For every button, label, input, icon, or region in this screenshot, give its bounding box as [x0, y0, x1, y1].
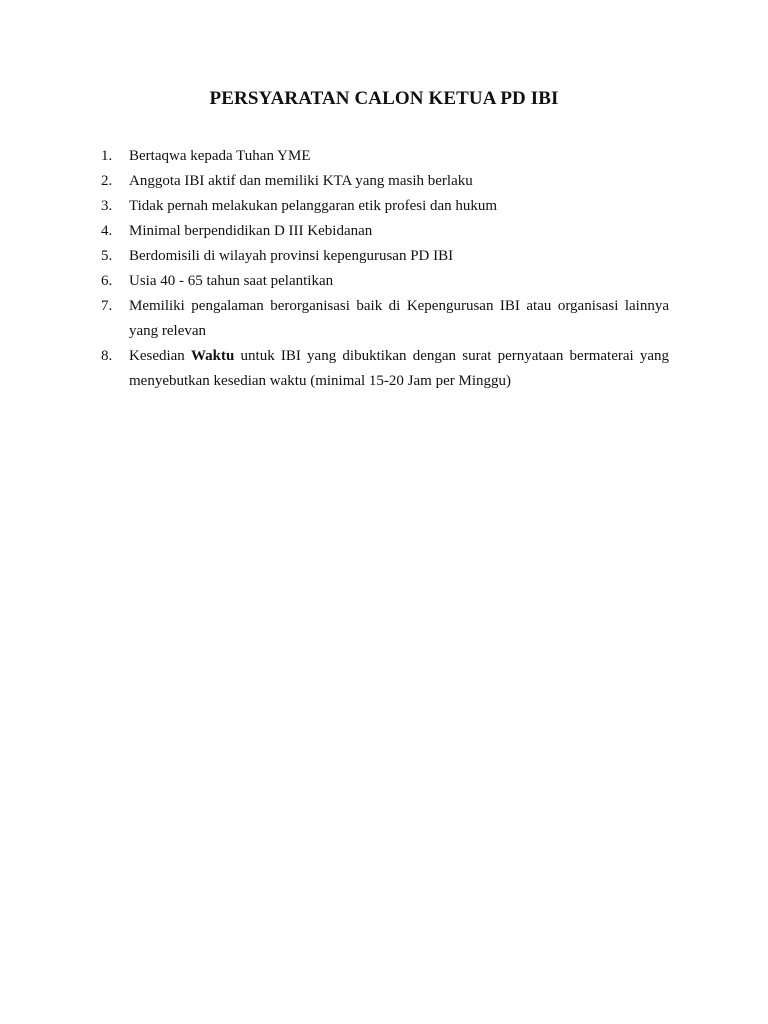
requirement-item	[101, 144, 669, 169]
requirement-text: Anggota IBI aktif dan memiliki KTA yang masih berlaku	[129, 173, 473, 189]
requirement-item	[101, 344, 669, 394]
requirement-number: 7.	[101, 298, 113, 314]
requirement-text-bold: Waktu	[191, 348, 235, 364]
requirement-item	[101, 219, 669, 244]
requirement-text: Tidak pernah melakukan pelanggaran etik profesi dan hukum	[129, 198, 498, 214]
requirement-text-after: untuk IBI yang dibuktikan dengan surat pernyataan bermaterai yang menyebutkan kesedian waktu (minimal 15-20 Jam per Minggu)	[129, 348, 670, 389]
requirement-number: 6.	[101, 273, 113, 289]
requirement-item	[101, 294, 669, 344]
requirement-item	[101, 244, 669, 269]
requirement-number: 4.	[101, 223, 113, 239]
requirement-number: 2.	[101, 173, 113, 189]
requirement-text	[129, 344, 669, 394]
requirement-text: Memiliki pengalaman berorganisasi baik di Kepengurusan IBI atau organisasi lainnya yang relevan	[129, 298, 669, 339]
requirement-item	[101, 269, 669, 294]
requirement-text-before: Kesedian	[129, 348, 191, 364]
requirement-text: Minimal berpendidikan D III Kebidanan	[129, 223, 373, 239]
requirement-number: 3.	[101, 198, 113, 214]
requirement-number: 1.	[101, 148, 113, 164]
requirement-number: 8.	[101, 348, 113, 364]
document-title: PERSYARATAN CALON KETUA PD IBI	[209, 88, 559, 109]
requirement-item	[101, 194, 669, 219]
requirement-text: Berdomisili di wilayah provinsi kepengurusan PD IBI	[129, 248, 454, 264]
requirements-list	[101, 144, 669, 394]
requirement-text: Usia 40 - 65 tahun saat pelantikan	[129, 273, 334, 289]
requirement-text: Bertaqwa kepada Tuhan YME	[129, 148, 311, 164]
requirement-item	[101, 169, 669, 194]
requirement-number: 5.	[101, 248, 113, 264]
